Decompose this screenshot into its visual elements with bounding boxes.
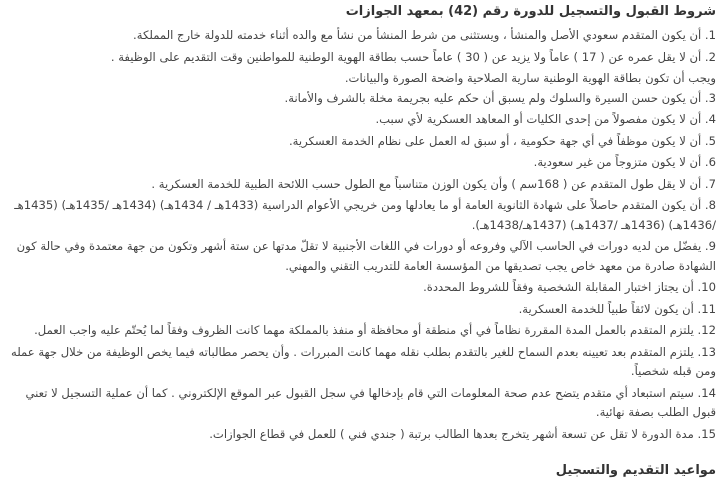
condition-item-12: 12. يلتزم المتقدم بالعمل المدة المقررة نظاماً في أي منطقة أو محافظة أو منفذ بالمملكة مهما كانت الظروف وفقاً لما يُحتّم عليه واجب العمل.: [34, 323, 716, 337]
condition-item-14: 14. سيتم استبعاد أي متقدم يتضح عدم صحة المعلومات التي قام بإدخالها في سجل القبول عبر الموقع الإلكتروني . كما أن عملية التسجيل لا تعني قبول الطلب بصفة نهائية.: [25, 385, 716, 419]
condition-item-9: 9. يفضّل من لديه دورات في الحاسب الآلي وفروعه أو دورات في اللغات الأجنبية لا تقلّ مدتها عن ستة أشهر وتكون من جهة معتمدة وفي حالة كون الشهادة صادرة من معهد خاص يجب تصديقها من المؤسسة العامة للتدريب التقني والمهني.: [16, 239, 716, 273]
condition-item-8: 8. أن يكون المتقدم حاصلاً على شهادة الثانوية العامة أو ما يعادلها ومن خريجي الأعوام الدراسية (1433هـ / 1434هـ) (1434هـ /1435هـ) (1435هـ /1436هـ) (1436هـ /1437هـ) (1437هـ/1438هـ).: [14, 198, 716, 232]
condition-item-3: 3. أن يكون حسن السيرة والسلوك ولم يسبق أن حكم عليه بجريمة مخلة بالشرف والأمانة.: [284, 90, 716, 105]
page-title: شروط القبول والتسجيل للدورة رقم (42) بمعهد الجوازات: [345, 4, 716, 19]
condition-item-11: 11. أن يكون لائقاً طبياً للخدمة العسكرية.: [518, 301, 716, 316]
next-section-heading: مواعيد التقديم والتسجيل: [555, 463, 716, 478]
condition-item-2: 2. أن لا يقل عمره عن ( 17 ) عاماً ولا يزيد عن ( 30 ) عاماً حسب بطاقة الهوية الوطنية للمواطنين وقت التقديم على الوظيفة .: [110, 49, 716, 64]
condition-item-4: 4. أن لا يكون مفصولاً من إحدى الكليات أو المعاهد العسكرية لأي سبب.: [375, 112, 716, 126]
condition-item-15: 15. مدة الدورة لا تقل عن تسعة أشهر يتخرج بعدها الطالب برتبة ( جندي فني ) للعمل في قطاع الجوازات.: [209, 426, 716, 441]
conditions-list: [6, 26, 716, 444]
condition-item-10: 10. أن يجتاز اختبار المقابلة الشخصية وفقاً للشروط المحددة.: [423, 280, 716, 294]
condition-item-7: 7. أن لا يقل طول المتقدم عن ( 168سم ) وأن يكون الوزن متناسباً مع الطول حسب اللائحة الطبية للخدمة العسكرية .: [151, 176, 716, 191]
condition-item-1: 1. أن يكون المتقدم سعودي الأصل والمنشأ ، ويستثنى من شرط المنشأ من نشأ مع والده أثناء خدمته للدولة خارج المملكة.: [133, 28, 716, 42]
condition-item-13: 13. يلتزم المتقدم بعد تعيينه بعدم السماح للغير بالتقدم بطلب نقله مهما كانت المبررات . وأن يحصر مطالباته فيما يخص الوظيفة من خلال جهة عمله ومن قبله شخصياً.: [10, 344, 716, 378]
condition-item-6: 6. أن لا يكون متزوجاً من غير سعودية.: [533, 155, 716, 169]
condition-item-5: 5. أن لا يكون موظفاً في أي جهة حكومية ، أو سبق له العمل على نظام الخدمة العسكرية.: [289, 133, 716, 148]
condition-item-2-note: ويجب أن تكون بطاقة الهوية الوطنية سارية الصلاحية واضحة الصورة والبيانات.: [344, 71, 716, 85]
